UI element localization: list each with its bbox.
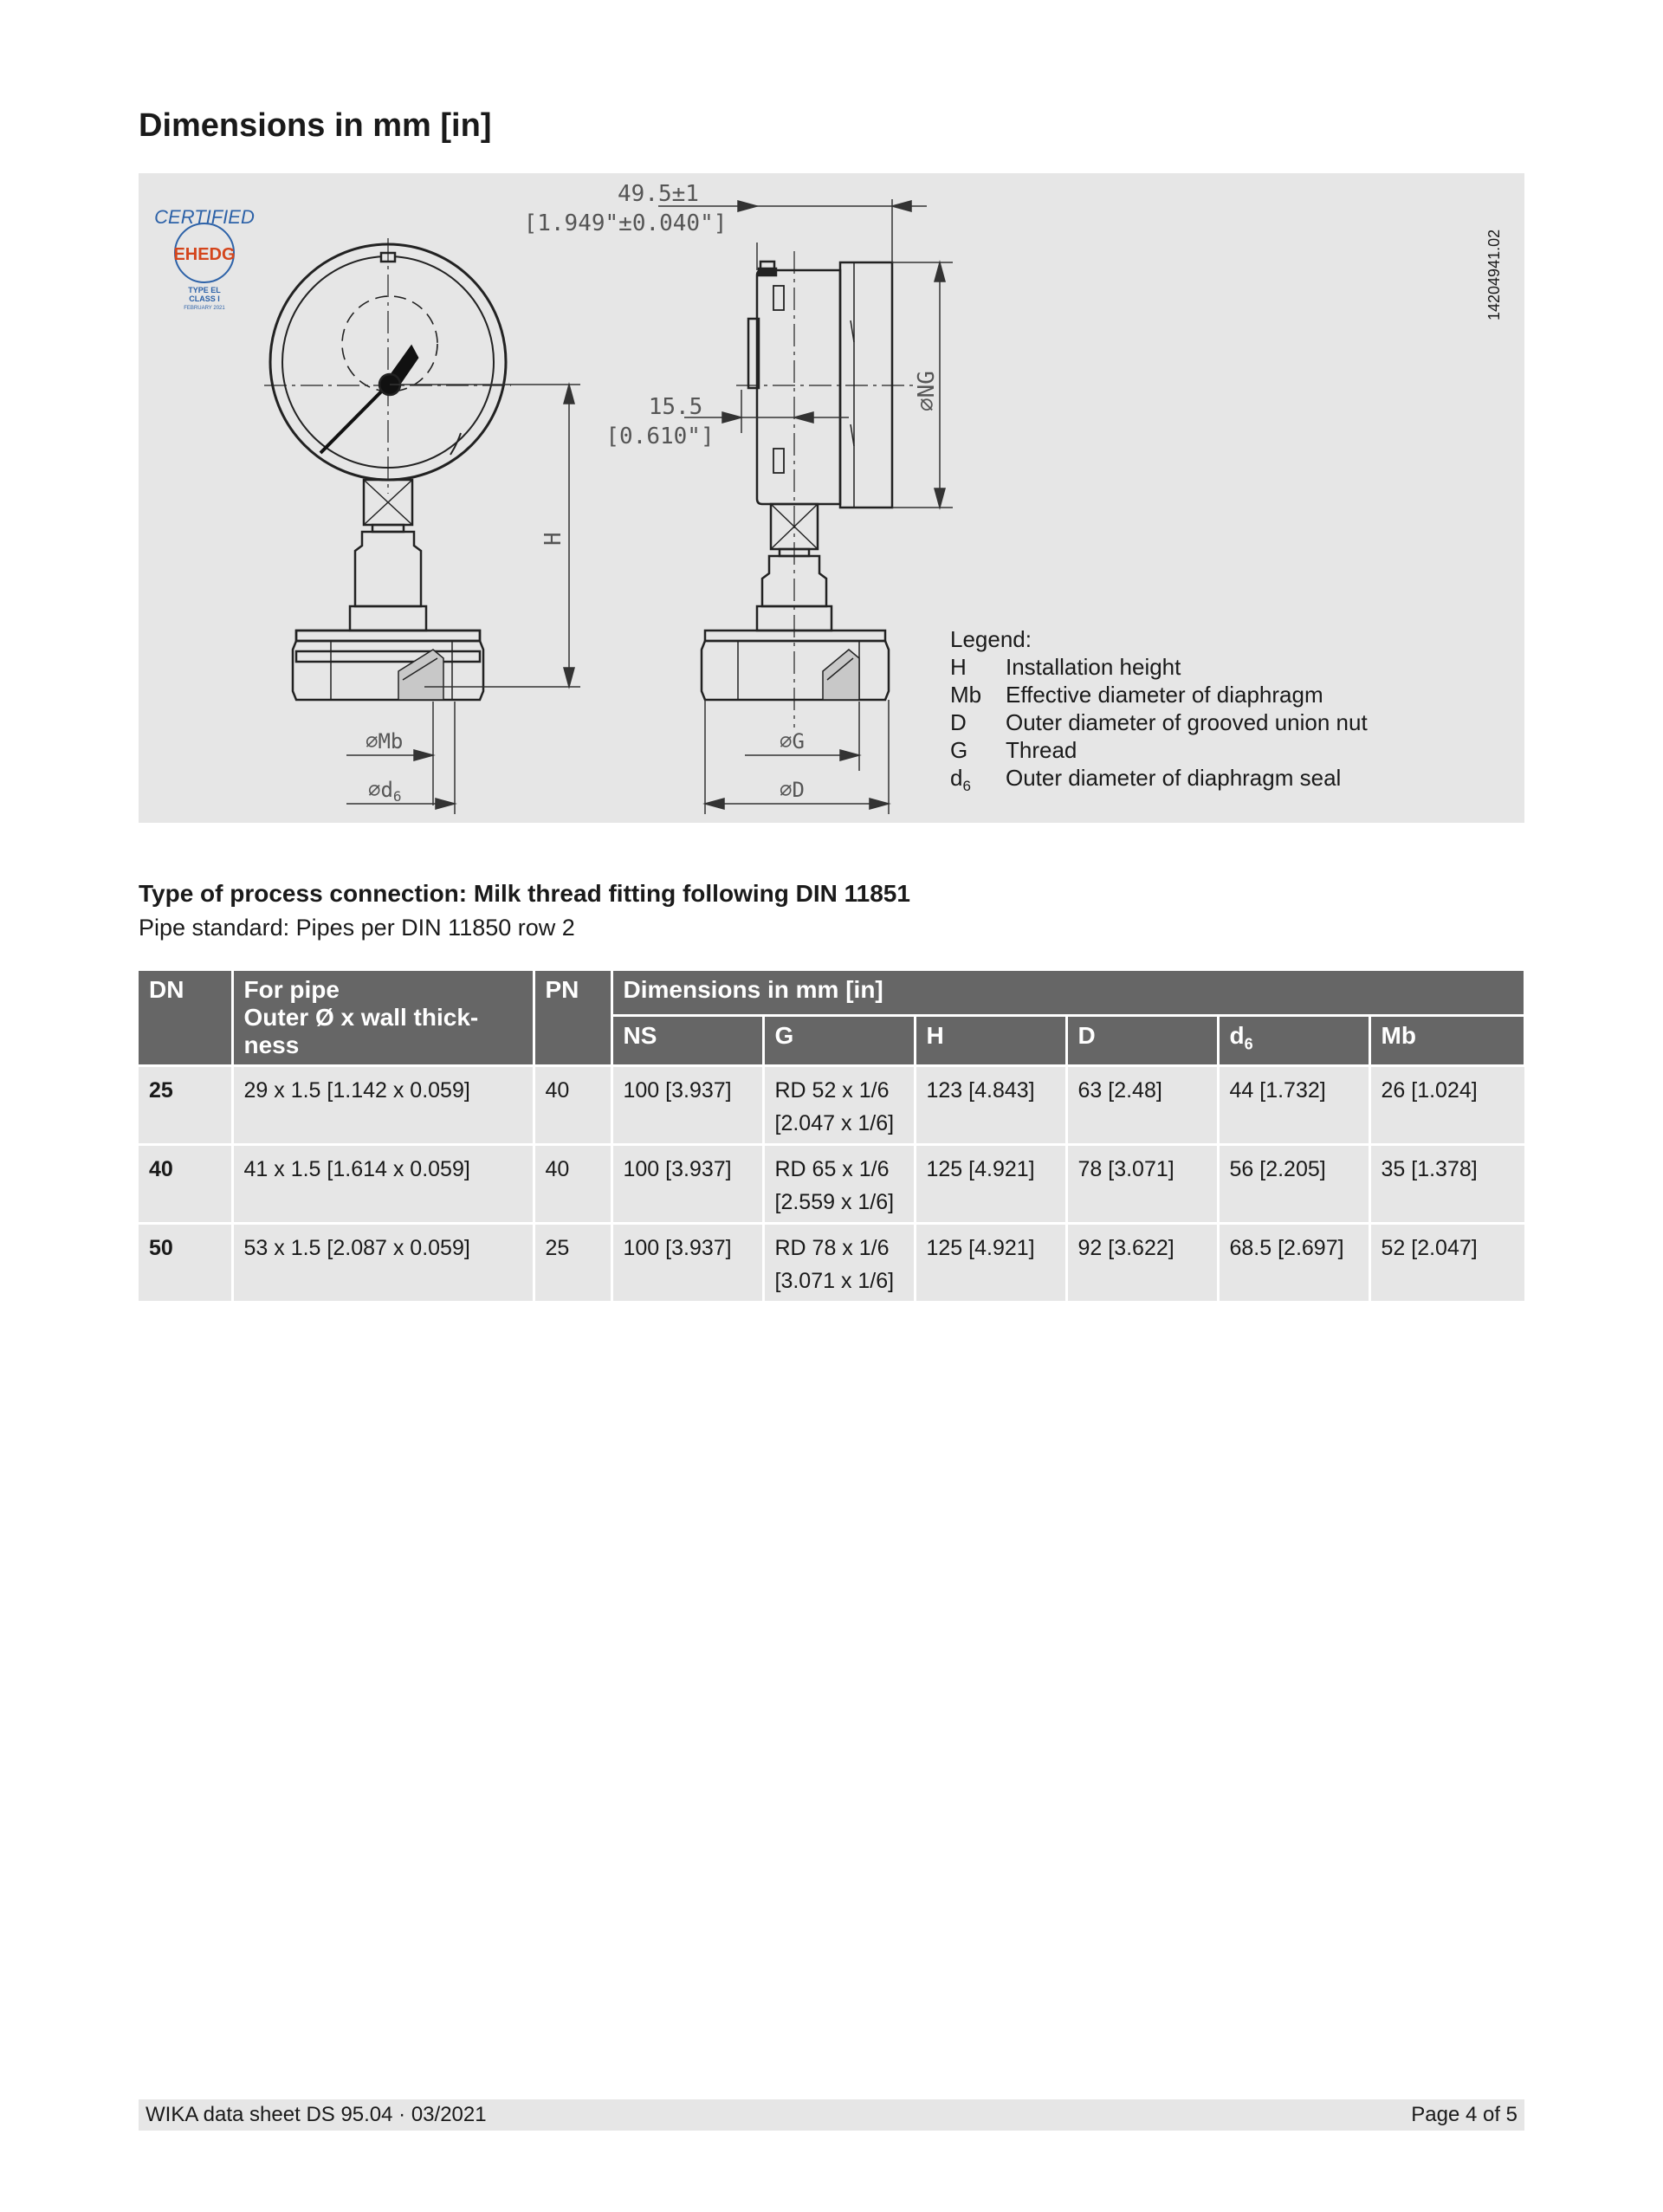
cell-dn: 40 xyxy=(139,1145,232,1224)
cell-d6: 44 [1.732] xyxy=(1218,1066,1369,1145)
dim-mb-d6 xyxy=(346,702,455,814)
svg-text:15.5: 15.5 xyxy=(648,394,703,420)
dim-offset xyxy=(605,390,849,450)
col-header-dn: DN xyxy=(139,970,232,1066)
svg-text:⌀D: ⌀D xyxy=(780,778,805,802)
dim-g-d xyxy=(705,700,889,814)
col-header-d6: $d_6$ xyxy=(1218,1015,1369,1065)
cell-h: 125 [4.921] xyxy=(915,1224,1066,1303)
svg-text:⌀NG: ⌀NG xyxy=(914,371,940,411)
legend-item: $d_6$ Outer diameter of diaphragm seal xyxy=(950,765,1342,795)
col-header-h: H xyxy=(915,1015,1066,1065)
cell-d: 63 [2.48] xyxy=(1066,1066,1218,1145)
col-header-g: G xyxy=(763,1015,915,1065)
cell-d: 78 [3.071] xyxy=(1066,1145,1218,1224)
cell-pn: 40 xyxy=(534,1066,611,1145)
col-header-pipe: For pipe Outer Ø x wall thick-ness xyxy=(232,970,534,1066)
cell-pipe: 53 x 1.5 [2.087 x 0.059] xyxy=(232,1224,534,1303)
svg-text:FEBRUARY 2021: FEBRUARY 2021 xyxy=(184,306,225,311)
legend-item: D Outer diameter of grooved union nut xyxy=(950,709,1368,735)
cell-pipe: 29 x 1.5 [1.142 x 0.059] xyxy=(232,1066,534,1145)
svg-text:TYPE EL: TYPE EL xyxy=(188,286,221,294)
col-header-pn: PN xyxy=(534,970,611,1066)
cell-d: 92 [3.622] xyxy=(1066,1224,1218,1303)
cell-pn: 40 xyxy=(534,1145,611,1224)
col-header-dimensions: Dimensions in mm [in] xyxy=(611,970,1524,1016)
cell-dn: 25 xyxy=(139,1066,232,1145)
connection-subtitle: Pipe standard: Pipes per DIN 11850 row 2 xyxy=(139,915,575,941)
cell-pn: 25 xyxy=(534,1224,611,1303)
cell-g: RD 65 x 1/6 [2.559 x 1/6] xyxy=(763,1145,915,1224)
svg-text:CERTIFIED: CERTIFIED xyxy=(154,206,255,228)
cell-ns: 100 [3.937] xyxy=(611,1224,763,1303)
col-header-mb: Mb xyxy=(1369,1015,1524,1065)
ehedg-logo xyxy=(154,206,255,311)
cell-h: 123 [4.843] xyxy=(915,1066,1066,1145)
legend-item: G Thread xyxy=(950,737,1077,763)
table-row xyxy=(139,1224,1524,1303)
table-row xyxy=(139,1066,1524,1145)
svg-text:⌀d6: $⌀d_6$ xyxy=(368,778,402,805)
cell-mb: 26 [1.024] xyxy=(1369,1066,1524,1145)
svg-text:CLASS I: CLASS I xyxy=(189,294,220,303)
svg-text:[0.610"]: [0.610"] xyxy=(605,424,715,450)
svg-text:⌀Mb: ⌀Mb xyxy=(366,729,404,754)
cell-g: RD 52 x 1/6 [2.047 x 1/6] xyxy=(763,1066,915,1145)
front-view xyxy=(264,238,511,700)
svg-text:⌀G: ⌀G xyxy=(780,729,805,754)
legend-item: Mb Effective diameter of diaphragm xyxy=(950,682,1323,708)
svg-text:49.5±1: 49.5±1 xyxy=(618,181,699,207)
svg-text:EHEDG: EHEDG xyxy=(173,245,236,264)
side-view xyxy=(702,251,918,728)
dim-depth xyxy=(524,181,927,270)
connection-title: Type of process connection: Milk thread fitting following DIN 11851 xyxy=(139,880,910,907)
dimensions-table xyxy=(139,968,1526,1303)
col-header-ns: NS xyxy=(611,1015,763,1065)
legend xyxy=(950,625,1368,800)
cell-mb: 35 [1.378] xyxy=(1369,1145,1524,1224)
footer-datasheet: WIKA data sheet DS 95.04 · 03/2021 xyxy=(146,2103,487,2126)
cell-ns: 100 [3.937] xyxy=(611,1066,763,1145)
cell-g: RD 78 x 1/6 [3.071 x 1/6] xyxy=(763,1224,915,1303)
cell-h: 125 [4.921] xyxy=(915,1145,1066,1224)
cell-ns: 100 [3.937] xyxy=(611,1145,763,1224)
cell-pipe: 41 x 1.5 [1.614 x 0.059] xyxy=(232,1145,534,1224)
table-row xyxy=(139,1145,1524,1224)
page-footer xyxy=(139,2099,1524,2131)
legend-title: Legend: xyxy=(950,626,1032,652)
drawing-number: 14204941.02 xyxy=(1485,229,1503,320)
cell-d6: 68.5 [2.697] xyxy=(1218,1224,1369,1303)
legend-item: H Installation height xyxy=(950,654,1181,680)
page-title: Dimensions in mm [in] xyxy=(139,107,492,144)
svg-text:H: H xyxy=(540,532,566,546)
col-header-d: D xyxy=(1066,1015,1218,1065)
footer-page-number: Page 4 of 5 xyxy=(1411,2103,1517,2126)
cell-d6: 56 [2.205] xyxy=(1218,1145,1369,1224)
svg-text:[1.949"±0.040"]: [1.949"±0.040"] xyxy=(523,210,728,236)
dimension-drawing xyxy=(139,173,1524,823)
cell-dn: 50 xyxy=(139,1224,232,1303)
cell-mb: 52 [2.047] xyxy=(1369,1224,1524,1303)
